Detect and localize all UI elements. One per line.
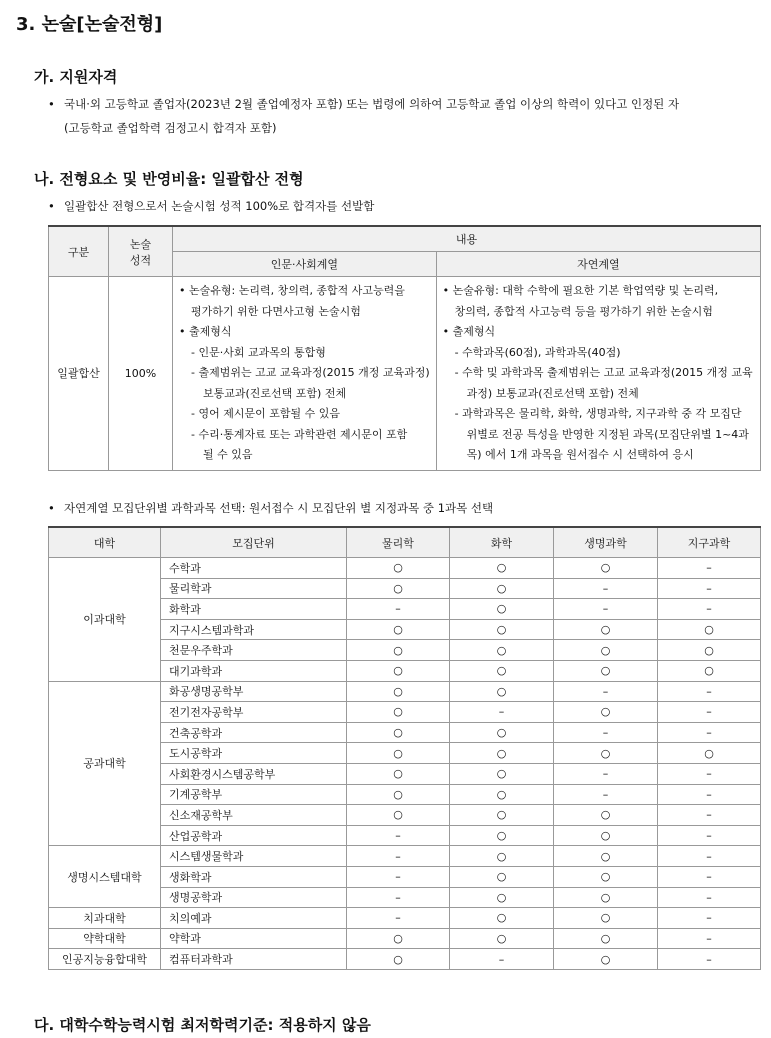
subject-mark: ○ [450, 928, 554, 949]
bullet-dot: • [48, 97, 55, 111]
subject-mark: ○ [347, 722, 450, 743]
subject-mark: ○ [450, 866, 554, 887]
row-ratio: 100% [109, 277, 173, 471]
subject-mark: ○ [658, 619, 761, 640]
subject-mark: – [658, 887, 761, 908]
humanities-content [173, 277, 437, 471]
subject-mark: ○ [450, 619, 554, 640]
subject-mark: ○ [347, 805, 450, 826]
na-bullet2-text: 자연계열 모집단위별 과학과목 선택: 원서접수 시 모집단위 별 지정과목 중 1과목 선택 [64, 501, 494, 515]
subject-mark: – [658, 928, 761, 949]
subject-mark: ○ [554, 619, 658, 640]
subject-mark: ○ [554, 660, 658, 681]
subject-mark: ○ [554, 805, 658, 826]
unit-cell: 화학과 [161, 599, 347, 620]
subject-mark: – [554, 599, 658, 620]
subject-mark: ○ [554, 558, 658, 579]
table-row [49, 846, 761, 867]
subject-mark: ○ [450, 578, 554, 599]
subject-mark: ○ [658, 743, 761, 764]
table-row [49, 949, 761, 970]
content-line: - 수리·통계자료 또는 과학관련 제시문이 포함 [191, 427, 408, 441]
subject-mark: – [347, 825, 450, 846]
ga-heading: 가. 지원자격 [34, 68, 118, 86]
subject-mark: – [658, 763, 761, 784]
header-humanities: 인문·사회계열 [173, 252, 437, 277]
college-cell: 이과대학 [49, 558, 161, 682]
header-content: 내용 [173, 226, 761, 252]
unit-cell: 화공생명공학부 [161, 681, 347, 702]
header-ratio-line1: 논술 [129, 237, 152, 251]
subject-mark: ○ [450, 763, 554, 784]
subject-mark: ○ [554, 866, 658, 887]
subject-mark: ○ [347, 784, 450, 805]
subject-mark: ○ [554, 928, 658, 949]
content-line: - 인문·사회 교과목의 통합형 [191, 345, 326, 359]
ga-bullet-line1: 국내·외 고등학교 졸업자(2023년 2월 졸업예정자 포함) 또는 법령에 의하여 고등학교 졸업 이상의 학력이 있다고 인정된 자 [64, 97, 680, 111]
college-cell: 인공지능융합대학 [49, 949, 161, 970]
subject-mark: – [347, 846, 450, 867]
content-line: • 논술유형: 논리력, 창의력, 종합적 사고능력을 [179, 284, 405, 297]
subject-mark: – [658, 866, 761, 887]
subject-mark: ○ [554, 908, 658, 929]
subject-mark: – [658, 578, 761, 599]
subject-mark: ○ [347, 558, 450, 579]
subject-mark: ○ [554, 640, 658, 661]
subjects-header: 모집단위 [161, 527, 347, 558]
content-line: - 출제범위는 고교 교육과정(2015 개정 교육과정) [191, 366, 430, 379]
subject-mark: ○ [450, 825, 554, 846]
subject-mark: ○ [347, 640, 450, 661]
content-line: - 영어 제시문이 포함될 수 있음 [191, 407, 340, 420]
unit-cell: 대기과학과 [161, 660, 347, 681]
unit-cell: 건축공학과 [161, 722, 347, 743]
subject-mark: – [554, 763, 658, 784]
subject-mark: ○ [450, 846, 554, 867]
unit-cell: 신소재공학부 [161, 805, 347, 826]
subject-mark: ○ [450, 805, 554, 826]
bullet-dot: • [48, 501, 55, 515]
subject-mark: ○ [658, 640, 761, 661]
college-cell: 약학대학 [49, 928, 161, 949]
content-line: 될 수 있음 [203, 448, 253, 461]
subject-mark: ○ [450, 784, 554, 805]
unit-cell: 생명공학과 [161, 887, 347, 908]
unit-cell: 지구시스템과학과 [161, 619, 347, 640]
subject-mark: ○ [554, 743, 658, 764]
subject-mark: – [554, 722, 658, 743]
content-line: 보통교과(진로선택 포함) 전체 [203, 386, 347, 400]
subject-mark: – [554, 578, 658, 599]
subject-mark: – [554, 681, 658, 702]
header-ratio [109, 226, 173, 277]
content-line: 평가하기 위한 다면사고형 논술시험 [191, 304, 361, 318]
subjects-header: 화학 [450, 527, 554, 558]
college-cell: 공과대학 [49, 681, 161, 846]
content-line: • 출제형식 [179, 325, 232, 338]
subject-mark: – [658, 949, 761, 970]
content-line: • 출제형식 [442, 325, 496, 338]
subject-mark: ○ [347, 949, 450, 970]
table-row [49, 681, 761, 702]
subject-mark: ○ [347, 702, 450, 723]
subject-mark: ○ [554, 949, 658, 970]
subject-mark: ○ [450, 599, 554, 620]
college-cell: 치과대학 [49, 908, 161, 929]
content-line: - 과학과목은 물리학, 화학, 생명과학, 지구과학 중 각 모집단 [454, 407, 742, 420]
content-line: - 수학 및 과학과목 출제범위는 고교 교육과정(2015 개정 교육 [454, 366, 753, 379]
ga-bullet-line2: (고등학교 졸업학력 검정고시 합격자 포함) [64, 121, 277, 135]
na-heading: 나. 전형요소 및 반영비율: 일괄합산 전형 [34, 170, 304, 188]
unit-cell: 치의예과 [161, 908, 347, 929]
subject-mark: – [658, 784, 761, 805]
subjects-header: 대학 [49, 527, 161, 558]
subject-mark: – [347, 599, 450, 620]
subject-mark: ○ [450, 660, 554, 681]
subject-mark: – [658, 846, 761, 867]
unit-cell: 약학과 [161, 928, 347, 949]
unit-cell: 생화학과 [161, 866, 347, 887]
subject-mark: ○ [450, 558, 554, 579]
na-bullet-text: 일괄합산 전형으로서 논술시험 성적 100%로 합격자를 선발함 [64, 199, 375, 213]
header-gubun: 구분 [49, 226, 109, 277]
unit-cell: 컴퓨터과학과 [161, 949, 347, 970]
subject-mark: – [554, 784, 658, 805]
table-row [49, 908, 761, 929]
subject-mark: – [658, 681, 761, 702]
subject-mark: ○ [347, 763, 450, 784]
unit-cell: 도시공학과 [161, 743, 347, 764]
subject-mark: – [347, 866, 450, 887]
row-label: 일괄합산 [49, 277, 109, 471]
content-line: 창의력, 종합적 사고능력 등을 평가하기 위한 논술시험 [454, 304, 713, 318]
subject-mark: ○ [347, 928, 450, 949]
subject-mark: ○ [347, 619, 450, 640]
subject-mark: – [658, 599, 761, 620]
subject-mark: – [658, 558, 761, 579]
subject-mark: ○ [554, 887, 658, 908]
science-subjects-table [48, 526, 761, 970]
college-cell: 생명시스템대학 [49, 846, 161, 908]
subjects-header: 물리학 [347, 527, 450, 558]
subject-mark: ○ [347, 743, 450, 764]
subject-mark: – [658, 908, 761, 929]
subject-mark: ○ [450, 887, 554, 908]
subject-mark: – [658, 702, 761, 723]
content-line: - 수학과목(60점), 과학과목(40점) [454, 345, 621, 359]
subject-mark: ○ [347, 660, 450, 681]
bullet-dot: • [48, 199, 55, 213]
subject-mark: – [347, 887, 450, 908]
subject-mark: ○ [450, 640, 554, 661]
content-line: 과정) 보통교과(진로선택 포함) 전체 [466, 386, 639, 400]
subject-mark: ○ [554, 702, 658, 723]
header-science: 자연계열 [436, 252, 760, 277]
unit-cell: 전기전자공학부 [161, 702, 347, 723]
unit-cell: 사회환경시스템공학부 [161, 763, 347, 784]
content-line: • 논술유형: 대학 수학에 필요한 기본 학업역량 및 논리력, [442, 284, 719, 297]
table-row [49, 558, 761, 579]
unit-cell: 산업공학과 [161, 825, 347, 846]
unit-cell: 천문우주학과 [161, 640, 347, 661]
subject-mark: – [450, 949, 554, 970]
content-line: 목) 에서 1개 과목을 원서접수 시 선택하여 응시 [466, 448, 694, 461]
subject-mark: – [658, 825, 761, 846]
da-heading: 다. 대학수학능력시험 최저학력기준: 적용하지 않음 [34, 1016, 371, 1034]
science-content [436, 277, 760, 471]
subject-mark: ○ [347, 578, 450, 599]
subject-mark: ○ [554, 825, 658, 846]
subject-mark: ○ [450, 743, 554, 764]
subject-mark: – [658, 722, 761, 743]
subject-mark: ○ [450, 722, 554, 743]
unit-cell: 수학과 [161, 558, 347, 579]
subject-mark: – [347, 908, 450, 929]
unit-cell: 기계공학부 [161, 784, 347, 805]
header-ratio-line2: 성적 [129, 253, 152, 267]
subject-mark: ○ [450, 681, 554, 702]
subject-mark: – [450, 702, 554, 723]
selection-ratio-table [48, 225, 761, 471]
unit-cell: 시스템생물학과 [161, 846, 347, 867]
subject-mark: ○ [658, 660, 761, 681]
subject-mark: ○ [347, 681, 450, 702]
subject-mark: – [658, 805, 761, 826]
unit-cell: 물리학과 [161, 578, 347, 599]
section-title: 3. 논술[논술전형] [16, 14, 163, 35]
subjects-header: 지구과학 [658, 527, 761, 558]
content-line: 위별로 전공 특성을 반영한 지정된 과목(모집단위별 1~4과 [466, 427, 749, 441]
subject-mark: ○ [450, 908, 554, 929]
table-row [49, 928, 761, 949]
subject-mark: ○ [554, 846, 658, 867]
subjects-header: 생명과학 [554, 527, 658, 558]
